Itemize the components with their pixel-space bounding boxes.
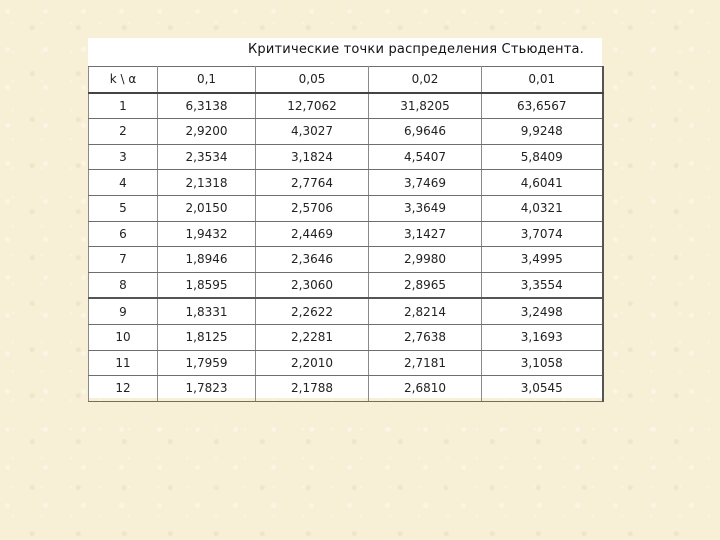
table-row <box>89 221 603 247</box>
value-cell: 1,8125 <box>158 324 256 350</box>
value-cell: 2,7638 <box>369 324 482 350</box>
value-cell: 2,6810 <box>369 376 482 402</box>
row-index-cell: 3 <box>89 144 158 170</box>
value-cell: 2,0150 <box>158 195 256 221</box>
value-cell: 3,1824 <box>256 144 369 170</box>
row-index-cell: 10 <box>89 324 158 350</box>
header-cell-alpha-0-02: 0,02 <box>369 67 482 93</box>
value-cell: 2,3534 <box>158 144 256 170</box>
value-cell: 3,7469 <box>369 170 482 196</box>
value-cell: 1,8331 <box>158 298 256 324</box>
value-cell: 31,8205 <box>369 93 482 119</box>
value-cell: 2,1788 <box>256 376 369 402</box>
value-cell: 2,2281 <box>256 324 369 350</box>
header-cell-alpha-0-01: 0,01 <box>482 67 603 93</box>
value-cell: 2,7764 <box>256 170 369 196</box>
value-cell: 12,7062 <box>256 93 369 119</box>
row-index-cell: 2 <box>89 119 158 145</box>
value-cell: 3,0545 <box>482 376 603 402</box>
value-cell: 6,9646 <box>369 119 482 145</box>
value-cell: 1,7823 <box>158 376 256 402</box>
value-cell: 3,3554 <box>482 272 603 298</box>
row-index-cell: 9 <box>89 298 158 324</box>
value-cell: 1,8946 <box>158 247 256 273</box>
header-cell-k-alpha: k \ α <box>89 67 158 93</box>
row-index-cell: 6 <box>89 221 158 247</box>
value-cell: 2,9980 <box>369 247 482 273</box>
table-row <box>89 119 603 145</box>
value-cell: 2,7181 <box>369 350 482 376</box>
row-index-cell: 12 <box>89 376 158 402</box>
value-cell: 2,2010 <box>256 350 369 376</box>
table-row <box>89 324 603 350</box>
value-cell: 2,4469 <box>256 221 369 247</box>
value-cell: 3,7074 <box>482 221 603 247</box>
header-row <box>89 67 603 93</box>
table-row <box>89 350 603 376</box>
value-cell: 63,6567 <box>482 93 603 119</box>
row-index-cell: 8 <box>89 272 158 298</box>
row-index-cell: 4 <box>89 170 158 196</box>
row-index-cell: 5 <box>89 195 158 221</box>
table-row <box>89 247 603 273</box>
table-row <box>89 298 603 324</box>
table-row <box>89 170 603 196</box>
value-cell: 3,2498 <box>482 298 603 324</box>
value-cell: 2,9200 <box>158 119 256 145</box>
header-cell-alpha-0-1: 0,1 <box>158 67 256 93</box>
value-cell: 3,1693 <box>482 324 603 350</box>
value-cell: 9,9248 <box>482 119 603 145</box>
value-cell: 2,8214 <box>369 298 482 324</box>
row-index-cell: 11 <box>89 350 158 376</box>
row-index-cell: 7 <box>89 247 158 273</box>
value-cell: 1,8595 <box>158 272 256 298</box>
value-cell: 1,7959 <box>158 350 256 376</box>
value-cell: 4,5407 <box>369 144 482 170</box>
value-cell: 1,9432 <box>158 221 256 247</box>
value-cell: 2,1318 <box>158 170 256 196</box>
value-cell: 4,0321 <box>482 195 603 221</box>
value-cell: 2,5706 <box>256 195 369 221</box>
header-cell-alpha-0-05: 0,05 <box>256 67 369 93</box>
value-cell: 3,1427 <box>369 221 482 247</box>
value-cell: 2,2622 <box>256 298 369 324</box>
value-cell: 6,3138 <box>158 93 256 119</box>
value-cell: 2,8965 <box>369 272 482 298</box>
table-row <box>89 93 603 119</box>
value-cell: 5,8409 <box>482 144 603 170</box>
table-row <box>89 376 603 402</box>
value-cell: 2,3060 <box>256 272 369 298</box>
value-cell: 3,4995 <box>482 247 603 273</box>
value-cell: 3,3649 <box>369 195 482 221</box>
student-critical-points-table <box>88 66 604 402</box>
table-row <box>89 195 603 221</box>
value-cell: 3,1058 <box>482 350 603 376</box>
table-row <box>89 144 603 170</box>
row-index-cell: 1 <box>89 93 158 119</box>
value-cell: 4,3027 <box>256 119 369 145</box>
table-title: Критические точки распределения Стьюдента. <box>248 42 584 57</box>
value-cell: 2,3646 <box>256 247 369 273</box>
value-cell: 4,6041 <box>482 170 603 196</box>
table-row <box>89 272 603 298</box>
